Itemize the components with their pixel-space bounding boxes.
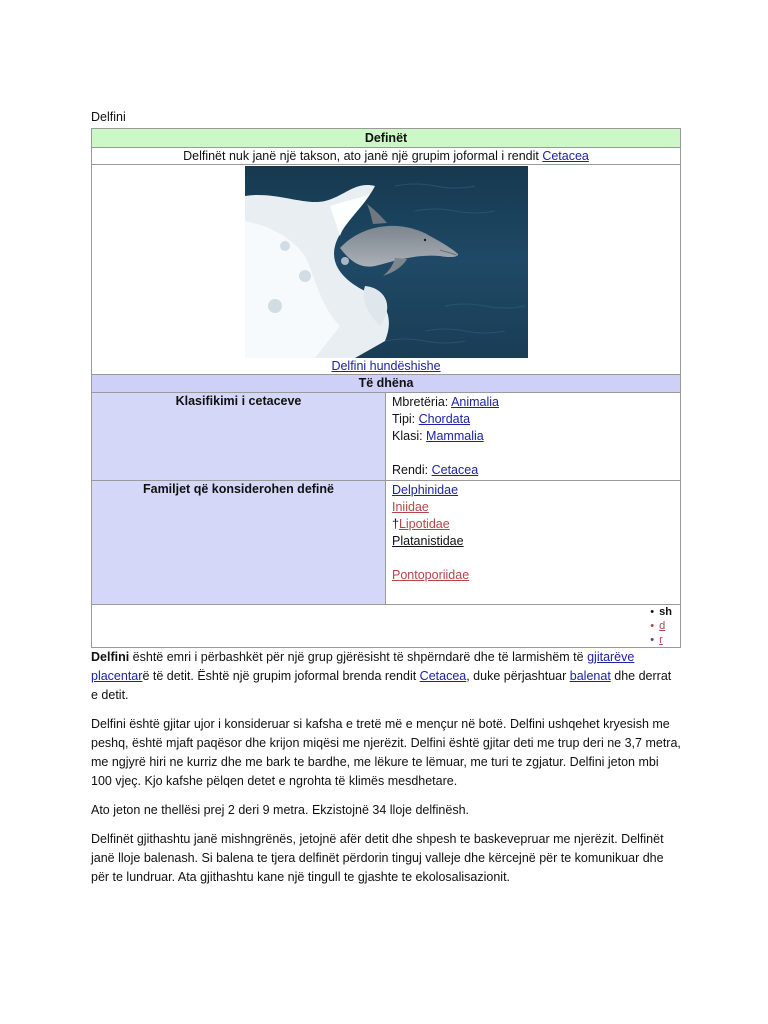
animalia-link[interactable]: Animalia (451, 395, 499, 409)
infobox-subtitle (92, 148, 681, 165)
delphinidae-link[interactable]: Delphinidae (392, 483, 459, 497)
infobox-subtitle-text: Delfinët nuk janë një takson, ato janë një grupim joformal i rendit (183, 149, 543, 163)
article-body (91, 648, 681, 887)
paragraph-3: Ato jeton ne thellësi prej 2 deri 9 metra. Ekzistojnë 34 lloje delfinësh. (91, 803, 469, 817)
placentar-link[interactable]: placentar (91, 669, 143, 683)
nav-item-edit[interactable]: • r (650, 634, 663, 646)
gjitareve-link[interactable]: gjitarëve (587, 650, 635, 664)
chordata-link[interactable]: Chordata (418, 412, 471, 426)
navbox-cell (92, 605, 681, 648)
order-label: Rendi: (392, 463, 432, 477)
class-label: Klasi: (392, 429, 427, 443)
blank-row (392, 445, 675, 462)
mammalia-link[interactable]: Mammalia (426, 429, 484, 443)
balenat-link[interactable]: balenat (569, 669, 611, 683)
dolphin-photo (245, 166, 528, 358)
infobox-header: Definët (92, 129, 681, 148)
order-row (392, 462, 675, 479)
paragraph-4: Delfinët gjithashtu janë mishngrënës, jetojnë afër detit dhe shpesh te baskevepruar me njerëzit. Delfinët janë lloje balenash. Si balena te tjera delfinët përdorin tinguj valleje dhe kërcejnë për te komunikuar dhe për te lundruar. Ata gjithashtu kane një tingull te gjashte te ekolosalisazionit. (91, 832, 664, 884)
classification-values (386, 393, 681, 481)
classification-label: Klasifikimi i cetaceve (92, 393, 386, 481)
bold-term: Delfini (91, 650, 130, 664)
families-label: Familjet që konsiderohen definë (92, 481, 386, 605)
phylum-label: Tipi: (392, 412, 419, 426)
document-title: Delfini (91, 110, 126, 124)
iniidae-link[interactable]: Iniidae (392, 500, 429, 514)
image-caption-link[interactable]: Delfini hundëshishe (331, 359, 441, 373)
class-row (392, 428, 675, 445)
nav-item-discuss[interactable]: • d (650, 620, 666, 632)
nav-item-show[interactable]: • sh (650, 606, 672, 618)
document-page (91, 110, 681, 897)
data-header: Të dhëna (92, 375, 681, 393)
paragraph-2: Delfini është gjitar ujor i konsideruar si kafsha e tretë më e mençur në botë. Delfini ushqehet kryesish me peshq, është mjaft paqësor dhe krijon miqësi me njerëzit. Delfini është gjitar deti me trup deri ne 3,7 metra, me ngjyrë hiri ne kurriz dhe me bark te bardhe, me lëkure te lëmuar, me turi te zgjatur. Delfini jeton mbi 100 vjeç. Kjo kafshe pëlqen detet e ngrohta të klimës mesdhetare. (91, 717, 681, 788)
cetacea-link[interactable]: Cetacea (542, 149, 589, 163)
paragraph-1: Delfini është emri i përbashkët për një grup gjërësisht të shpërndarë dhe të larmishëm të gjitarëve placentarë të detit. Është një grupim joformal brenda rendit Cetacea, duke përjashtuar balenat dhe derrat e detit. (91, 650, 672, 702)
infobox-image-cell (92, 165, 681, 375)
lipotidae-link[interactable]: Lipotidae (398, 517, 450, 531)
families-values (386, 481, 681, 605)
order-cetacea-link[interactable]: Cetacea (431, 463, 479, 477)
kingdom-label: Mbretëria: (392, 395, 452, 409)
pontoporiidae-link[interactable]: Pontoporiidae (392, 568, 470, 582)
extinct-dagger: † (392, 517, 399, 531)
navbox-list (645, 605, 672, 647)
infobox-table (91, 128, 681, 648)
body-cetacea-link[interactable]: Cetacea (419, 669, 467, 683)
kingdom-row (392, 394, 675, 411)
platanistidae-link[interactable]: Platanistidae (392, 534, 464, 548)
phylum-row (392, 411, 675, 428)
